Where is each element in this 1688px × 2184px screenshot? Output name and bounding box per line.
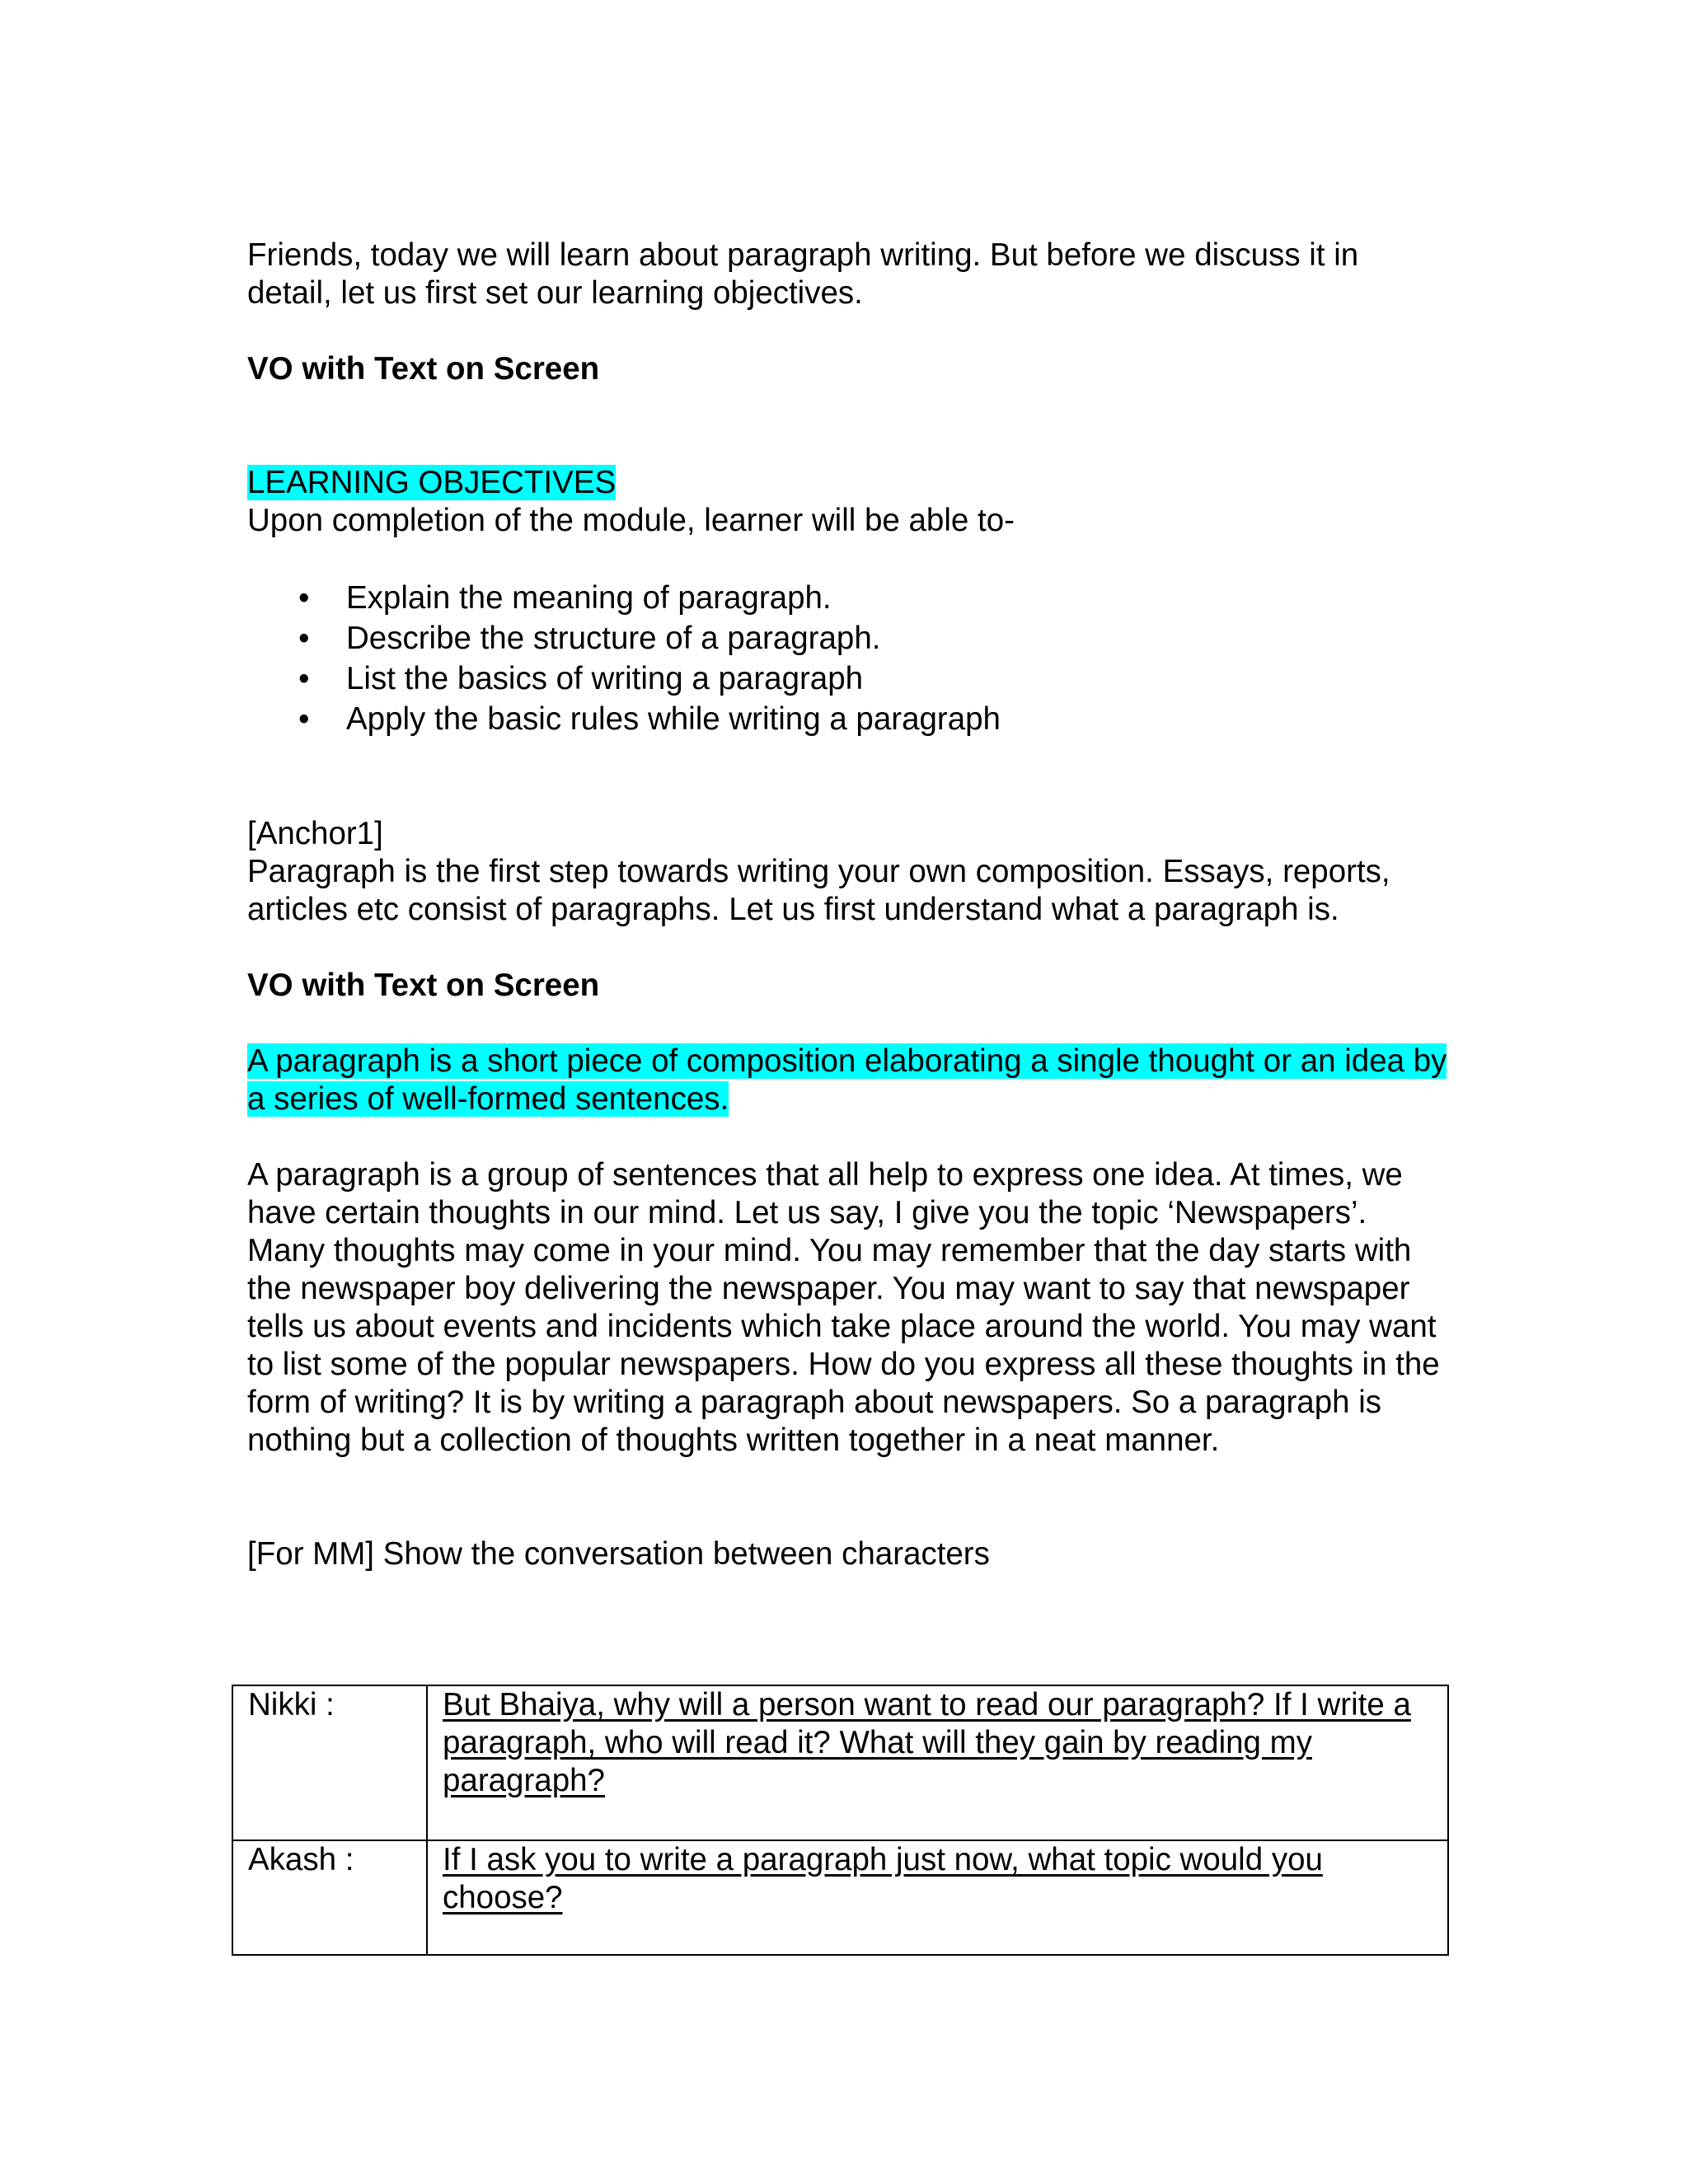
bullet-icon: • [298,580,310,616]
list-item [247,618,1451,658]
dialogue-line: If I ask you to write a paragraph just now, what topic would you choose? [443,1842,1323,1915]
anchor-tag: [Anchor1] [247,816,383,851]
table-row [232,1685,1448,1840]
bullet-icon: • [298,701,310,737]
objectives-heading [247,464,1451,502]
list-item [247,699,1451,739]
mm-note: [For MM] Show the conversation between characters [247,1536,990,1572]
explanation-paragraph: A paragraph is a group of sentences that all help to express one idea. At times, we have certain thoughts in our mind. Let us say, I give you the topic ‘Newspapers’. Many thoughts may come in your mind. You may remember that the day starts with the newspaper boy delivering the newspaper. You may want to say that newspaper tells us about events and incidents which take place around the world. You may want to list some of the popular newspapers. How do you express all these thoughts in the form of writing? It is by writing a paragraph about newspapers. So a paragraph is nothing but a collection of thoughts written together in a neat manner. [247,1157,1440,1458]
objectives-heading-highlight: LEARNING OBJECTIVES [247,465,617,500]
spacer [247,739,1451,815]
spacer [247,1460,1451,1535]
spacer [247,540,1451,578]
intro-paragraph: Friends, today we will learn about paragraph writing. But before we discuss it in detail, let us first set our learning objectives. [247,237,1359,311]
definition-paragraph [247,1043,1451,1118]
anchor-paragraph: Paragraph is the first step towards writing your own composition. Essays, reports, articles etc consist of paragraphs. Let us first understand what a paragraph is. [247,854,1390,927]
speaker-cell: Akash : [232,1840,427,1955]
list-item-text: Explain the meaning of paragraph. [346,580,832,616]
list-item [247,578,1451,618]
objectives-list [247,578,1451,739]
list-item-text: Apply the basic rules while writing a paragraph [346,701,1001,737]
line-cell [427,1840,1448,1955]
bullet-icon: • [298,661,310,696]
spacer [247,388,1451,464]
document-body [247,237,1451,1573]
list-item-text: Describe the structure of a paragraph. [346,621,881,656]
list-item [247,658,1451,699]
objectives-lead: Upon completion of the module, learner will be able to- [247,503,1015,538]
spacer [247,1118,1451,1156]
spacer [247,312,1451,350]
line-cell [427,1685,1448,1840]
dialogue-line: But Bhaiya, why will a person want to read our paragraph? If I write a paragraph, who will read it? What will they gain by reading my paragraph? [443,1687,1411,1798]
vo-heading: VO with Text on Screen [247,351,600,387]
vo-heading: VO with Text on Screen [247,968,600,1003]
speaker-cell: Nikki : [232,1685,427,1840]
definition-highlight: A paragraph is a short piece of composition elaborating a single thought or an idea by a series of well-formed sentences. [247,1043,1447,1117]
table-row [232,1840,1448,1955]
list-item-text: List the basics of writing a paragraph [346,661,864,696]
bullet-icon: • [298,621,310,656]
spacer [247,1005,1451,1043]
spacer [247,929,1451,967]
dialogue-table [232,1685,1449,1956]
